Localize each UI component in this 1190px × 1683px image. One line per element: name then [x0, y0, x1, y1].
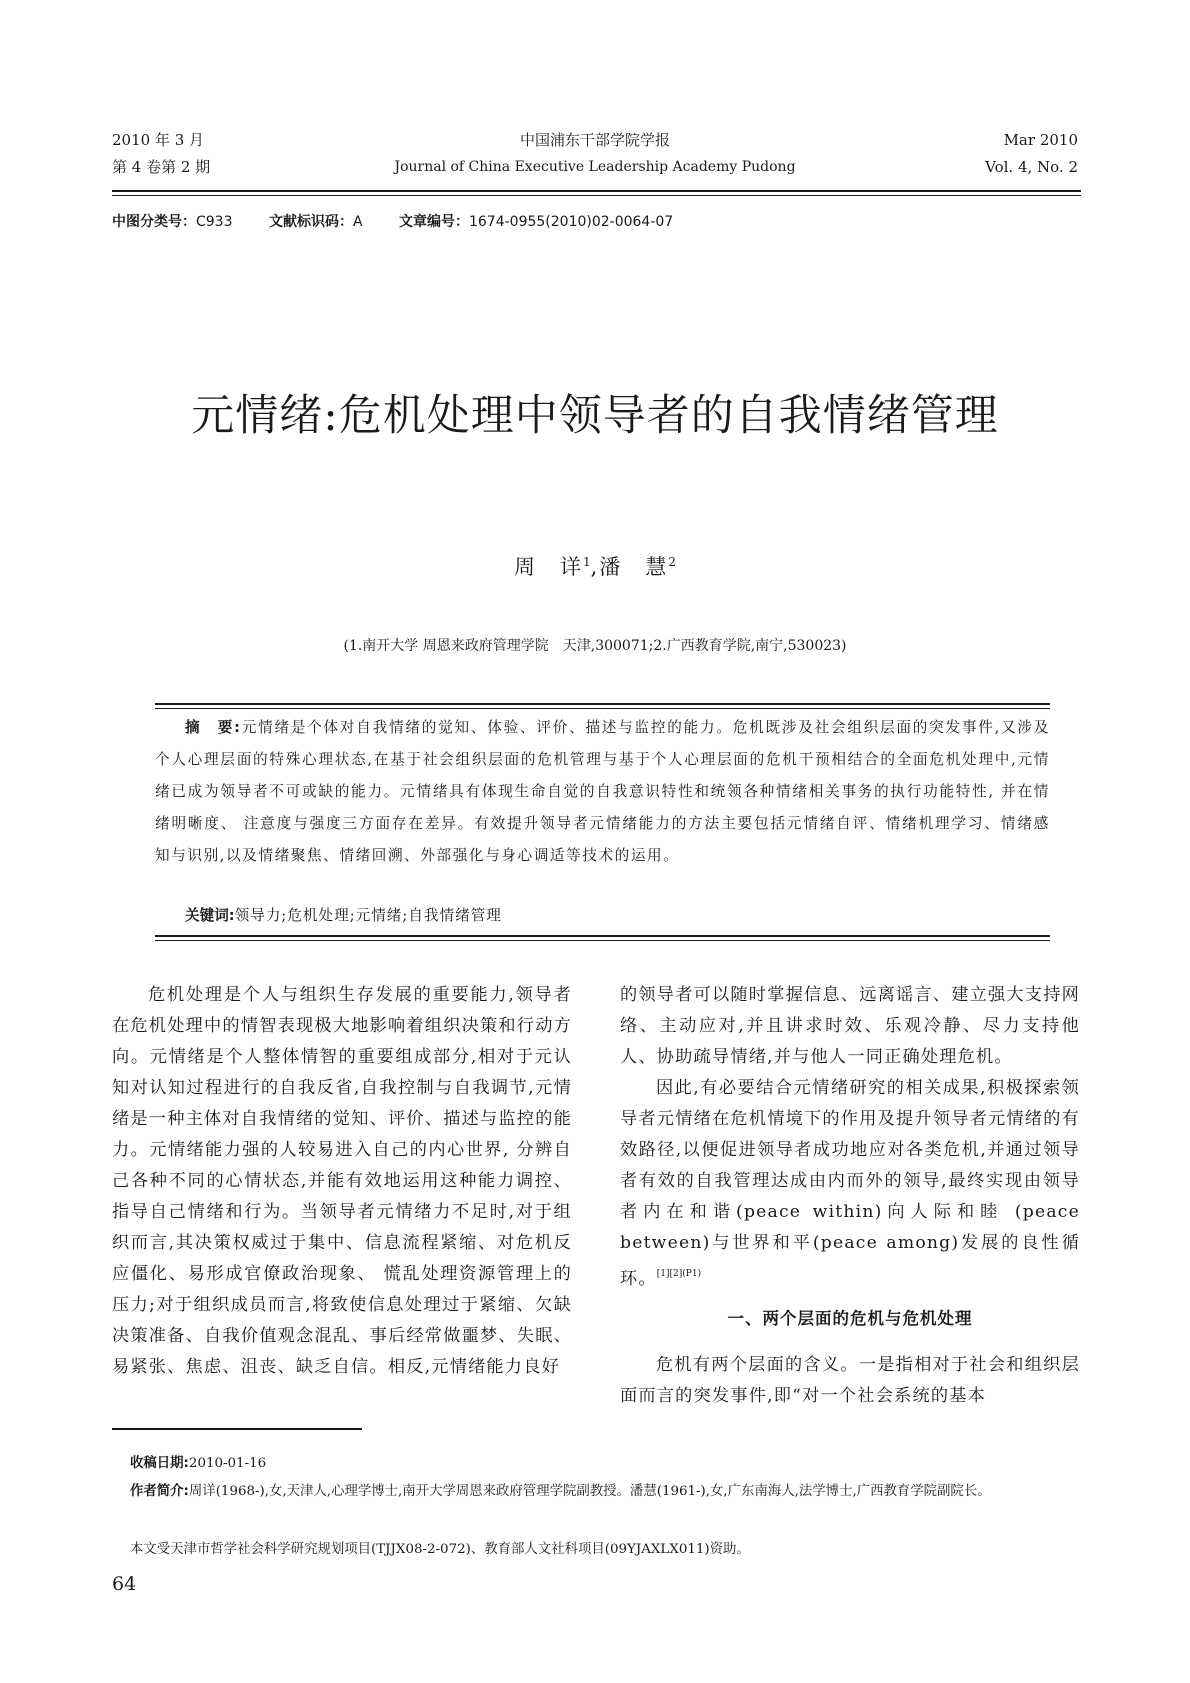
body-paragraph: 危机有两个层面的含义。一是指相对于社会和组织层面而言的突发事件,即“对一个社会系统的基本	[620, 1355, 1080, 1406]
clc-value: C933	[196, 214, 233, 230]
footnote-funding: 本文受天津市哲学社会科学研究规划项目(TJJX08-2-072)、教育部人文社科项目(09YJAXLX011)资助。	[130, 1542, 750, 1557]
article-no-label: 文章编号：	[398, 214, 469, 230]
body-paragraph: 危机处理是个人与组织生存发展的重要能力,领导者在危机处理中的情智表现极大地影响着组织决策和行动方向。元情绪是个人整体情智的重要组成部分,相对于元认知对认知过程进行的自我反省,自我控制与自我调节,元情绪是一种主体对自我情绪的觉知、评价、描述与监控的能力。元情绪能力强的人较易进入自己的内心世界, 分辨自己各种不同的心情状态,并能有效地运用这种能力调控、指导自己情绪和行为。当领导者元情绪力不足时,对于组织而言,其决策权威过于集中、信息流程紧缩、对危机反应僵化、易形成官僚政治现象、 慌乱处理资源管理上的压力;对于组织成员而言,将致使信息处理过于紧缩、欠缺决策准备、自我价值观念混乱、事后经常做噩梦、失眠、易紧张、焦虑、沮丧、缺乏自信。相反,元情绪能力良好	[112, 985, 572, 1377]
abstract	[155, 712, 1050, 872]
bio-text: 周详(1968-),女,天津人,心理学博士,南开大学周恩来政府管理学院副教授。潘慧(1961-),女,广东南海人,法学博士,广西教育学院副院长。	[188, 1484, 991, 1499]
author-affiliation-mark: 1	[583, 555, 591, 569]
page-number: 64	[112, 1573, 137, 1595]
body-paragraph-text: 因此,有必要结合元情绪研究的相关成果,积极探索领导者元情绪在危机情境下的作用及提升领导者元情绪的有效路径,以便促进领导者成功地应对各类危机,并通过领导者有效的自我管理达成由内而外的领导,最终实现由领导者内在和谐(peace within)向人际和睦 (peace between)与世界和平(peace among)发展的良性循环。	[620, 1078, 1080, 1289]
keywords-label: 关键词:	[185, 907, 235, 924]
article-no-value: 1674-0955(2010)02-0064-07	[468, 214, 674, 230]
affiliation: (1.南开大学 周恩来政府管理学院 天津,300071;2.广西教育学院,南宁,530023)	[343, 638, 847, 654]
citation-mark: [1][2](P1)	[656, 1269, 702, 1279]
header-issue-cn: 第 4 卷第 2 期	[112, 158, 211, 176]
received-label: 收稿日期:	[130, 1456, 189, 1471]
section-heading: 一、两个层面的危机与危机处理	[727, 1309, 973, 1328]
body-column-left	[112, 980, 572, 1383]
author-name: 潘 慧	[599, 555, 669, 579]
body-paragraph	[620, 1073, 1080, 1295]
body-paragraph: 的领导者可以随时掌握信息、远离谣言、建立强大支持网络、主动应对,并且讲求时效、乐观冷静、尽力支持他人、协助疏导情绪,并与他人一同正确处理危机。	[620, 985, 1080, 1067]
doc-code-value: A	[352, 214, 363, 230]
body-column-right	[620, 980, 1080, 1412]
abstract-rule-bottom-thin	[155, 940, 1050, 941]
header-rule-thick	[112, 190, 1081, 192]
footnote-author-bio	[112, 1478, 1082, 1506]
author-separator: ,	[590, 555, 600, 579]
abstract-rule-bottom-thick	[155, 935, 1050, 937]
received-value: 2010-01-16	[188, 1456, 267, 1471]
header-issue-en: Vol. 4, No. 2	[985, 158, 1078, 176]
abstract-label: 摘 要:	[185, 719, 242, 736]
footnote-rule	[112, 1428, 362, 1430]
author-affiliation-mark: 2	[668, 555, 676, 569]
abstract-rule-top-thick	[155, 703, 1050, 705]
paper-title: 元情绪:危机处理中领导者的自我情绪管理	[191, 391, 999, 441]
header-date-en: Mar 2010	[1003, 131, 1078, 149]
author-list	[0, 548, 1190, 581]
abstract-text: 元情绪是个体对自我情绪的觉知、体验、评价、描述与监控的能力。危机既涉及社会组织层面的突发事件,又涉及个人心理层面的特殊心理状态,在基于社会组织层面的危机管理与基于个人心理层面的危机干预相结合的全面危机处理中,元情绪已成为领导者不可或缺的能力。元情绪具有体现生命自觉的自我意识特性和统领各种情绪相关事务的执行功能特性, 并在情绪明晰度、 注意度与强度三方面存在差异。有效提升领导者元情绪能力的方法主要包括元情绪自评、情绪机理学习、情绪感知与识别,以及情绪聚焦、情绪回溯、外部强化与身心调适等技术的运用。	[155, 719, 1050, 864]
classification-line	[112, 212, 705, 232]
author-name: 周 详	[514, 555, 584, 579]
doc-code-label: 文献标识码：	[268, 214, 353, 230]
header-journal-en: Journal of China Executive Leadership Academy Pudong	[394, 159, 796, 175]
header-journal-cn: 中国浦东干部学院学报	[519, 131, 670, 149]
footnote-received	[112, 1450, 1100, 1478]
bio-label: 作者简介:	[130, 1484, 189, 1499]
clc-label: 中图分类号：	[112, 214, 196, 230]
abstract-rule-top-thin	[155, 708, 1050, 709]
keywords-text: 领导力;危机处理;元情绪;自我情绪管理	[234, 907, 502, 924]
header-date-cn: 2010 年 3 月	[112, 131, 205, 149]
keywords	[185, 904, 502, 928]
header-rule-thin	[112, 195, 1081, 196]
